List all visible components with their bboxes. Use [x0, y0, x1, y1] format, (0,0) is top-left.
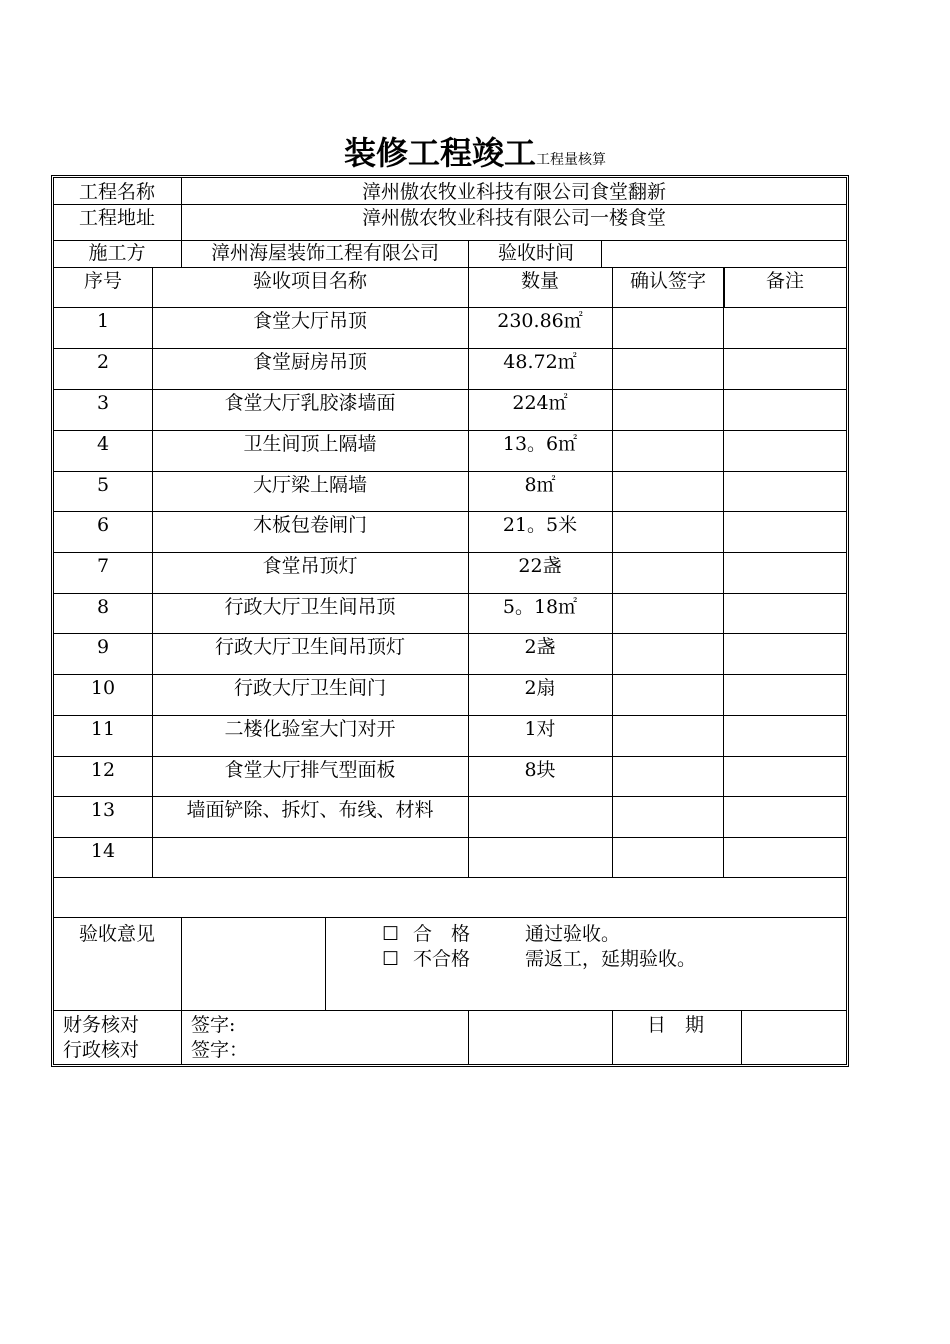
- row-no: 10: [90, 677, 116, 699]
- row-item: 食堂大厅吊顶: [252, 310, 368, 332]
- acceptance-time-label: 验收时间: [497, 242, 575, 264]
- row-no: 14: [90, 840, 116, 862]
- title-main: 装修工程竣工: [343, 134, 536, 172]
- title-sub: 工程量核算: [536, 152, 606, 168]
- row-qty: 5。18㎡: [502, 596, 578, 618]
- finance-signature: 签字:: [191, 1014, 236, 1036]
- row-no: 5: [96, 474, 110, 496]
- row-no: 6: [96, 514, 110, 536]
- row-qty: 230.86㎡: [497, 310, 583, 332]
- row-item: 食堂大厅乳胶漆墙面: [224, 392, 396, 414]
- project-address-value: 漳州傲农牧业科技有限公司一楼食堂: [361, 207, 667, 229]
- project-name-value: 漳州傲农牧业科技有限公司食堂翻新: [361, 181, 667, 203]
- acceptance-table: [51, 175, 849, 1067]
- row-qty: 8块: [524, 759, 556, 781]
- col-header-item: 验收项目名称: [252, 270, 368, 292]
- date-label: 日 期: [647, 1014, 705, 1036]
- fail-label: 不合格: [413, 948, 471, 970]
- pass-label: 合 格: [413, 923, 471, 945]
- row-no: 7: [96, 555, 110, 577]
- row-qty: 13。6㎡: [502, 433, 578, 455]
- row-item: 行政大厅卫生间吊顶灯: [214, 636, 406, 658]
- project-name-label: 工程名称: [78, 181, 156, 203]
- row-item: 大厅梁上隔墙: [252, 474, 368, 496]
- page-title: [0, 128, 950, 174]
- fail-text: 需返工，延期验收。: [525, 948, 697, 970]
- row-item: 卫生间顶上隔墙: [243, 433, 377, 455]
- pass-checkbox[interactable]: ☐: [382, 923, 400, 945]
- row-item: 食堂大厅排气型面板: [224, 759, 396, 781]
- row-qty: 21。5米: [502, 514, 578, 536]
- row-item: 木板包卷闸门: [252, 514, 368, 536]
- row-no: 12: [90, 759, 116, 781]
- row-no: 4: [96, 433, 110, 455]
- row-item: 行政大厅卫生间门: [233, 677, 387, 699]
- pass-text: 通过验收。: [525, 923, 621, 945]
- project-address-label: 工程地址: [78, 207, 156, 229]
- row-qty: 224㎡: [512, 392, 568, 414]
- row-item: 食堂吊顶灯: [262, 555, 358, 577]
- row-no: 9: [96, 636, 110, 658]
- row-qty: 2扇: [524, 677, 556, 699]
- row-qty: 22盏: [518, 555, 562, 577]
- row-qty: 48.72㎡: [503, 351, 577, 373]
- opinion-label: 验收意见: [78, 923, 156, 945]
- row-no: 2: [96, 351, 110, 373]
- contractor-value: 漳州海屋装饰工程有限公司: [210, 242, 440, 264]
- row-no: 3: [96, 392, 110, 414]
- col-header-remark: 备注: [765, 270, 805, 292]
- finance-check-label: 财务核对: [63, 1014, 140, 1036]
- row-item: 二楼化验室大门对开: [224, 718, 396, 740]
- row-qty: 1对: [524, 718, 556, 740]
- row-no: 13: [90, 799, 116, 821]
- row-no: 1: [96, 310, 110, 332]
- row-item: 行政大厅卫生间吊顶: [224, 596, 396, 618]
- admin-signature: 签字：: [191, 1039, 249, 1061]
- row-item: 墙面铲除、拆灯、布线、材料: [186, 799, 434, 821]
- row-qty: 2盏: [524, 636, 556, 658]
- row-qty: 8㎡: [524, 474, 556, 496]
- contractor-label: 施工方: [88, 242, 146, 264]
- col-header-sign: 确认签字: [629, 270, 707, 292]
- row-no: 8: [96, 596, 110, 618]
- admin-check-label: 行政核对: [63, 1039, 140, 1061]
- row-no: 11: [90, 718, 116, 740]
- fail-checkbox[interactable]: ☐: [382, 948, 400, 970]
- col-header-no: 序号: [83, 270, 123, 292]
- row-item: 食堂厨房吊顶: [252, 351, 368, 373]
- col-header-qty: 数量: [520, 270, 560, 292]
